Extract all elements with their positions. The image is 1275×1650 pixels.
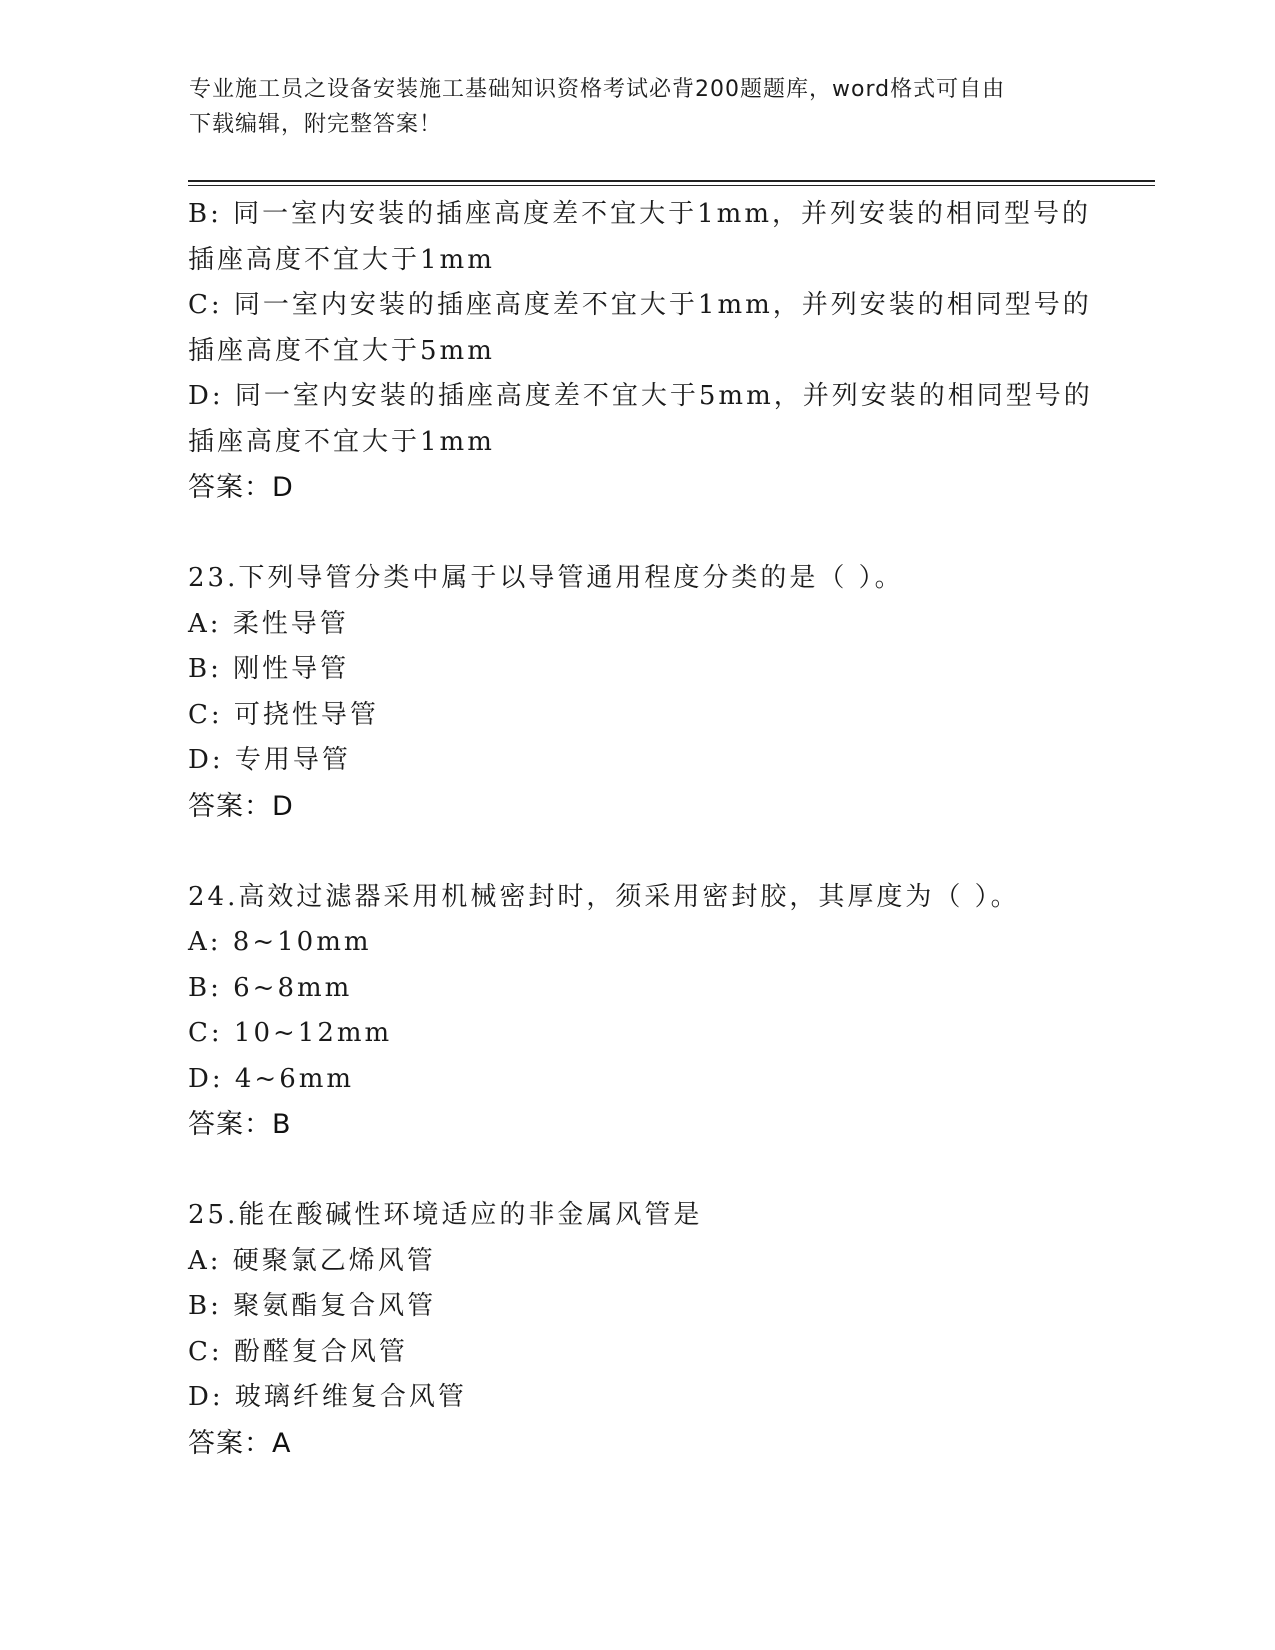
question-content xyxy=(188,192,1093,1466)
option-d-line-2: 插座高度不宜大于1mm xyxy=(188,426,495,457)
option-a: A: 8~10mm xyxy=(188,927,372,957)
option-c-line-2: 插座高度不宜大于5mm xyxy=(188,335,495,366)
option-c: C: 酚醛复合风管 xyxy=(188,1336,408,1367)
option-b-line-2: 插座高度不宜大于1mm xyxy=(188,244,495,275)
option-d: D: 玻璃纤维复合风管 xyxy=(188,1382,467,1412)
header-divider-thin xyxy=(188,185,1155,186)
header-title-line-1: 专业施工员之设备安装施工基础知识资格考试必背200题题库，word格式可自由 xyxy=(189,77,1006,102)
option-c: C: 10~12mm xyxy=(188,1018,393,1048)
answer-label: 答案：D xyxy=(188,472,294,503)
header-divider-thick xyxy=(188,180,1155,182)
document-header xyxy=(189,72,1069,142)
option-d: D: 专用导管 xyxy=(188,745,351,775)
option-c: C: 可挠性导管 xyxy=(188,699,379,730)
question-spacer xyxy=(188,829,1088,875)
option-b-line-1: B: 同一室内安装的插座高度差不宜大于1mm，并列安装的相同型号的 xyxy=(188,199,1091,229)
question-spacer xyxy=(188,511,1088,557)
answer-label: 答案：D xyxy=(188,790,294,822)
header-title-line-2: 下载编辑，附完整答案！ xyxy=(189,112,443,137)
option-d-line-1: D: 同一室内安装的插座高度差不宜大于5mm，并列安装的相同型号的 xyxy=(188,381,1093,411)
option-b: B: 聚氨酯复合风管 xyxy=(188,1291,437,1321)
question-stem: 25.能在酸碱性环境适应的非金属风管是 xyxy=(188,1200,703,1230)
option-a: A: 柔性导管 xyxy=(188,608,349,639)
question-25 xyxy=(188,1193,1088,1466)
question-spacer xyxy=(188,1148,1088,1194)
question-24 xyxy=(188,875,1088,1148)
answer-label: 答案：B xyxy=(188,1109,292,1140)
option-a: A: 硬聚氯乙烯风管 xyxy=(188,1245,436,1276)
question-stem: 24.高效过滤器采用机械密封时，须采用密封胶，其厚度为（ ）。 xyxy=(188,881,1020,912)
option-b: B: 6~8mm xyxy=(188,972,353,1003)
option-b: B: 刚性导管 xyxy=(188,654,350,684)
answer-label: 答案：A xyxy=(188,1427,292,1459)
option-d: D: 4~6mm xyxy=(188,1063,355,1094)
question-22-continued xyxy=(188,192,1093,511)
option-c-line-1: C: 同一室内安装的插座高度差不宜大于1mm，并列安装的相同型号的 xyxy=(188,290,1092,320)
question-stem: 23.下列导管分类中属于以导管通用程度分类的是（ ）。 xyxy=(188,563,904,593)
question-23 xyxy=(188,556,1088,829)
